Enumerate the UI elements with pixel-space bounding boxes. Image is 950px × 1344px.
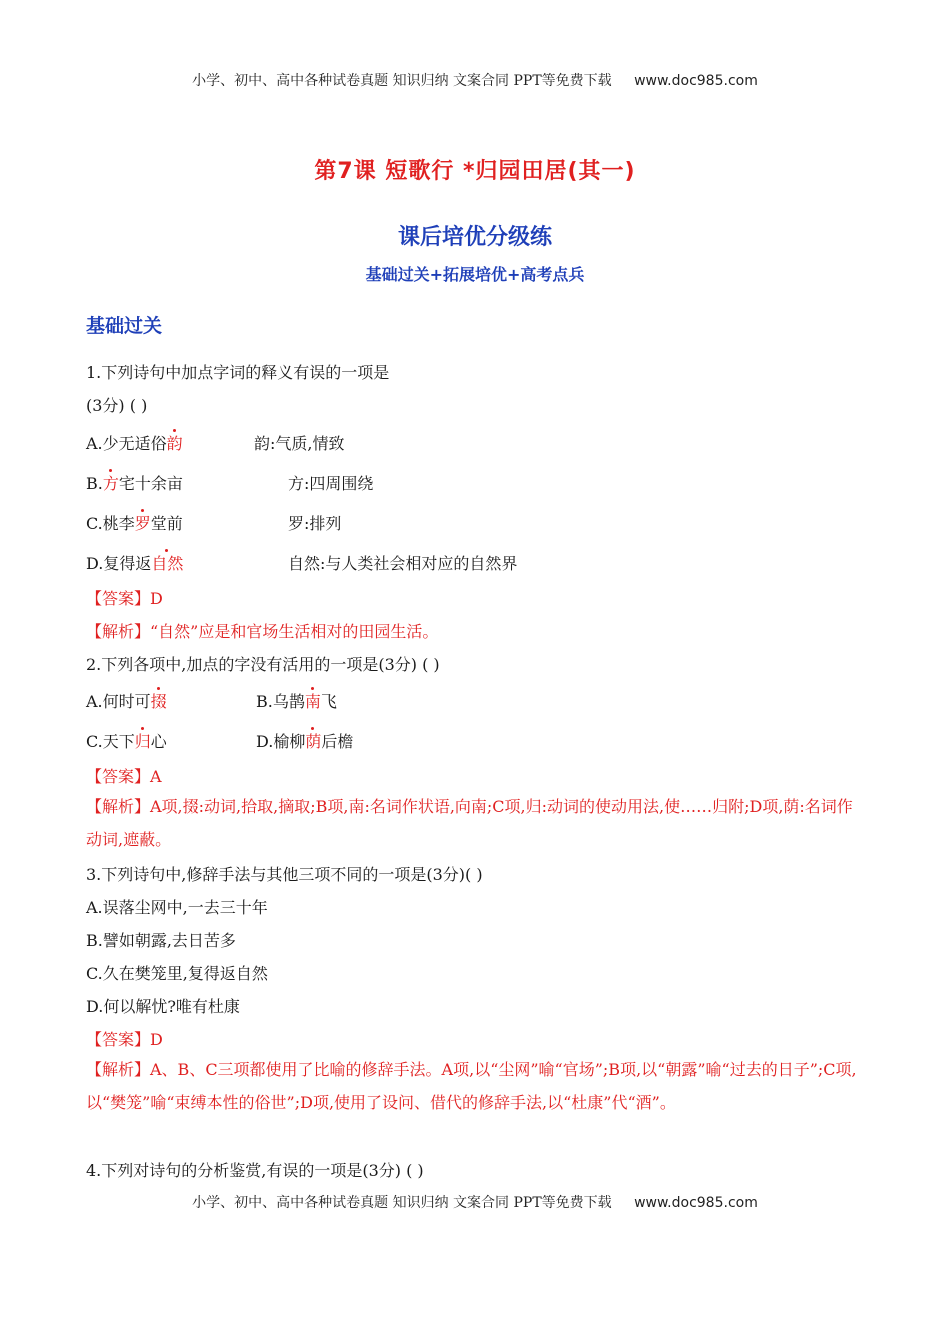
header-site[interactable]: www.doc985.com xyxy=(634,73,758,89)
q4-stem: 4.下列对诗句的分析鉴赏,有误的一项是(3分) ( ) xyxy=(86,1161,424,1180)
lesson-title: 第7课 短歌行 *归园田居(其一) xyxy=(314,159,636,184)
q2-option-c xyxy=(86,729,167,752)
q2-d-text: 后檐 xyxy=(321,732,354,751)
q1-c-text: 堂前 xyxy=(150,514,183,533)
q1-c-definition: 罗:排列 xyxy=(288,514,342,533)
q3-option-d: D.何以解忧?唯有杜康 xyxy=(86,997,240,1016)
q2-stem: 2.下列各项中,加点的字没有活用的一项是(3分) ( ) xyxy=(86,655,440,674)
q2-b-label: B.乌鹊 xyxy=(256,692,305,711)
q1-a-dotted: 韵 xyxy=(166,434,183,453)
q3-option-b: B.譬如朝露,去日苦多 xyxy=(86,931,236,950)
q2-b-dotted: 南 xyxy=(304,692,321,711)
q1-b-definition: 方:四周围绕 xyxy=(288,474,374,493)
q3-analysis: 【解析】A、B、C三项都使用了比喻的修辞手法。A项,以“尘网”喻“官场”;B项,以“朝露”喻“过去的日子”;C项,以“樊笼”喻“束缚本性的俗世”;D项,使用了设问、借代的修辞手法,以“杜康”代“酒”。 xyxy=(86,1060,857,1112)
q2-analysis: 【解析】A项,掇:动词,拾取,摘取;B项,南:名词作状语,向南;C项,归:动词的使动用法,使……归附;D项,荫:名词作动词,遮蔽。 xyxy=(86,797,853,849)
q1-score: (3分) ( ) xyxy=(86,396,148,415)
q2-c-dotted: 归 xyxy=(134,732,151,751)
section-heading: 基础过关 xyxy=(86,315,163,337)
q1-b-dotted: 方 xyxy=(102,474,119,493)
q1-d-definition: 自然:与人类社会相对应的自然界 xyxy=(288,554,518,573)
q2-option-a xyxy=(86,689,167,712)
q3-option-a: A.误落尘网中,一去三十年 xyxy=(86,898,268,917)
q1-c-label: C.桃李 xyxy=(86,514,135,533)
q2-c-text: 心 xyxy=(150,732,167,751)
header-text: 小学、初中、高中各种试卷真题 知识归纳 文案合同 PPT等免费下载 xyxy=(192,73,612,89)
q1-d-dotted: 自然 xyxy=(151,554,184,573)
q3-answer: 【答案】D xyxy=(86,1030,163,1049)
q1-c-dotted: 罗 xyxy=(134,514,151,533)
q1-b-label: B. xyxy=(86,474,103,493)
q2-d-dotted: 荫 xyxy=(305,732,322,751)
q2-a-text: A.何时可 xyxy=(86,692,151,711)
q1-option-a xyxy=(86,431,183,454)
q1-stem: 1.下列诗句中加点字词的释义有误的一项是 xyxy=(86,363,390,382)
page-header xyxy=(0,70,950,90)
q3-option-c: C.久在樊笼里,复得返自然 xyxy=(86,964,268,983)
q2-option-d xyxy=(256,729,353,752)
q1-answer: 【答案】D xyxy=(86,589,163,608)
footer-text: 小学、初中、高中各种试卷真题 知识归纳 文案合同 PPT等免费下载 xyxy=(192,1195,612,1211)
q2-a-dotted: 掇 xyxy=(150,692,167,711)
q2-option-b xyxy=(256,689,337,712)
exercise-subtitle: 基础过关+拓展培优+高考点兵 xyxy=(365,265,585,284)
q1-a-text: A.少无适俗 xyxy=(86,434,167,453)
q2-c-label: C.天下 xyxy=(86,732,135,751)
q2-answer: 【答案】A xyxy=(86,767,162,786)
q1-d-label: D.复得返 xyxy=(86,554,152,573)
q1-option-c xyxy=(86,511,183,534)
q1-analysis: 【解析】“自然”应是和官场生活相对的田园生活。 xyxy=(86,622,439,641)
footer-site[interactable]: www.doc985.com xyxy=(634,1195,758,1211)
q1-b-text: 宅十余亩 xyxy=(118,474,183,493)
q2-d-label: D.榆柳 xyxy=(256,732,306,751)
q2-b-text: 飞 xyxy=(320,692,337,711)
q1-option-d xyxy=(86,551,183,574)
q3-stem: 3.下列诗句中,修辞手法与其他三项不同的一项是(3分)( ) xyxy=(86,865,483,884)
q1-option-b xyxy=(86,471,183,494)
exercise-title: 课后培优分级练 xyxy=(397,225,552,250)
q1-a-definition: 韵:气质,情致 xyxy=(254,434,345,453)
page-footer xyxy=(0,1192,950,1212)
